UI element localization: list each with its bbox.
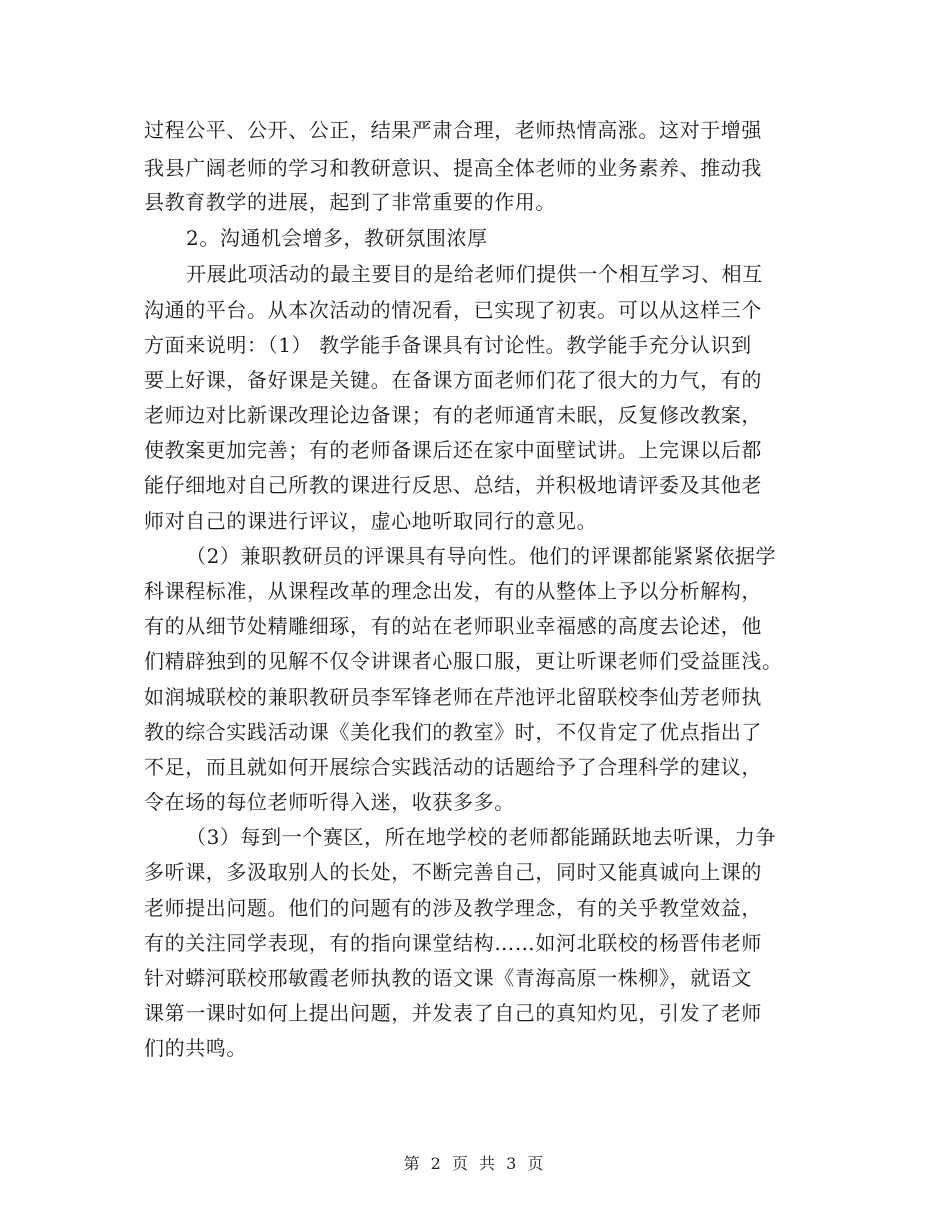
text-line: 我县广阔老师的学习和教研意识、提高全体老师的业务素养、推动我 [144, 156, 762, 180]
section-heading: 2。沟通机会增多，教研氛围浓厚 [186, 226, 488, 250]
text-line: 要上好课，备好课是关键。在备课方面老师们花了很大的力气，有的 [144, 368, 762, 392]
text-line: 使教案更加完善；有的老师备课后还在家中面壁试讲。上完课以后都 [144, 438, 762, 462]
text-line: 老师边对比新课改理论边备课；有的老师通宵未眠，反复修改教案， [144, 403, 762, 427]
text-line: 沟通的平台。从本次活动的情况看，已实现了初衷。可以从这样三个 [144, 298, 762, 322]
text-line: 令在场的每位老师听得入迷，收获多多。 [144, 790, 515, 814]
text-line: 不足，而且就如何开展综合实践活动的话题给予了合理科学的建议， [144, 755, 762, 779]
text-line: 过程公平、公开、公正，结果严肃合理，老师热情高涨。这对于增强 [144, 118, 762, 142]
page-number-footer: 第 2 页 共 3 页 [403, 1154, 547, 1173]
text-line: 课第一课时如何上提出问题，并发表了自己的真知灼见，引发了老师 [144, 1001, 762, 1025]
text-line: 开展此项活动的最主要目的是给老师们提供一个相互学习、相互 [186, 262, 763, 286]
text-line: 能仔细地对自己所教的课进行反思、总结，并积极地请评委及其他老 [144, 473, 762, 497]
text-line: 有的关注同学表现，有的指向课堂结构……如河北联校的杨晋伟老师 [144, 931, 762, 955]
text-line: 县教育教学的进展，起到了非常重要的作用。 [144, 190, 556, 214]
text-line: 针对蟒河联校邢敏霞老师执教的语文课《青海高原一株柳》，就语文 [144, 966, 752, 990]
text-line: 如润城联校的兼职教研员李军锋老师在芹池评北留联校李仙芳老师执 [144, 685, 762, 709]
text-line: 师对自己的课进行评议，虚心地听取同行的意见。 [144, 509, 598, 533]
text-line: （3）每到一个赛区，所在地学校的老师都能踊跃地去听课，力争 [186, 825, 777, 849]
text-line: 们的共鸣。 [144, 1036, 247, 1060]
text-line: （2）兼职教研员的评课具有导向性。他们的评课都能紧紧依据学 [186, 544, 777, 568]
text-line: 多听课，多汲取别人的长处，不断完善自己，同时又能真诚向上课的 [144, 860, 762, 884]
text-line: 方面来说明：（1） 教学能手备课具有讨论性。教学能手充分认识到 [144, 333, 752, 357]
text-line: 老师提出问题。他们的问题有的涉及教学理念，有的关乎教堂效益， [144, 896, 762, 920]
text-line: 有的从细节处精雕细琢，有的站在老师职业幸福感的高度去论述，他 [144, 614, 762, 638]
text-line: 们精辟独到的见解不仅令讲课者心服口服，更让听课老师们受益匪浅。 [144, 649, 783, 673]
text-line: 教的综合实践活动课《美化我们的教室》时，不仅肯定了优点指出了 [144, 720, 762, 744]
text-line: 科课程标准，从课程改革的理念出发，有的从整体上予以分析解构， [144, 579, 762, 603]
